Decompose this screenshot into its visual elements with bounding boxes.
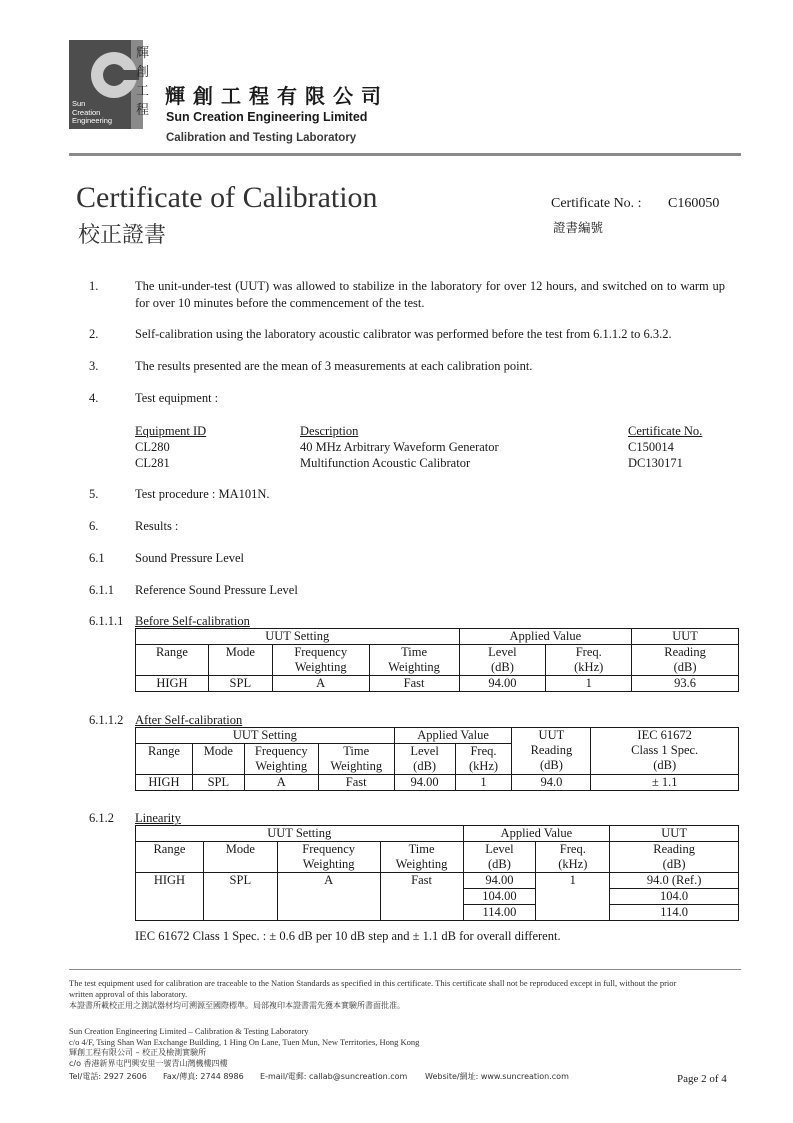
section-number: 6.1.2 (89, 811, 114, 825)
document-title: Certificate of Calibration (76, 181, 378, 214)
equipment-header-certificate: Certificate No. (628, 424, 703, 438)
header-uut-setting: UUT Setting (136, 629, 460, 645)
header-text: Range (153, 842, 186, 856)
traceability-statement: The test equipment used for calibration are traceable to the Nation Standards as specified in this certificate. This certificate shall not be reproduced except in full, without the prior (69, 978, 677, 988)
logo-text-line: Creation (72, 107, 101, 117)
header-mode (208, 645, 272, 676)
item-number: 6. (89, 519, 99, 533)
certificate-number-label-cn: 證書編號 (553, 220, 604, 235)
header-level (463, 842, 536, 873)
section-number: 6.1.1 (89, 583, 114, 597)
header-text: Reading (530, 743, 573, 757)
cell-level: 114.00 (463, 905, 536, 921)
certificate-number-label: Certificate No. : (551, 196, 642, 211)
equipment-header-id: Equipment ID (135, 424, 207, 438)
table-row (136, 873, 739, 889)
header-mode (192, 744, 244, 775)
header-time-weighting (318, 744, 394, 775)
header-text: (kHz) (468, 759, 499, 773)
table-header-row (136, 629, 739, 645)
certificate-number-value: C160050 (668, 196, 720, 211)
header-text: Mode (225, 645, 255, 659)
cell-range: HIGH (136, 775, 193, 791)
equipment-header-description: Description (300, 424, 359, 438)
header-reading (632, 645, 739, 676)
header-range (136, 645, 209, 676)
cell-range: HIGH (136, 873, 204, 921)
section-title: Linearity (135, 811, 181, 825)
cell-mode: SPL (203, 873, 277, 921)
cell-reading: 94.0 (512, 775, 591, 791)
header-text: (kHz) (574, 660, 604, 674)
linearity-spec-note: IEC 61672 Class 1 Spec. : ± 0.6 dB per 10 dB step and ± 1.1 dB for overall different. (135, 929, 561, 943)
header-text: Time (401, 645, 428, 659)
header-range (136, 744, 193, 775)
header-text: (dB) (653, 758, 677, 772)
header-text: Level (488, 645, 517, 659)
lab-address-cn: c/o 香港新界屯門興安里一號青山灣機樓四樓 (69, 1059, 228, 1068)
header-text: Weighting (388, 660, 440, 674)
footer-divider (69, 969, 741, 970)
header-time-weighting (380, 842, 463, 873)
lab-address-cn: 輝創工程有限公司 – 校正及檢測實驗所 (69, 1048, 207, 1057)
header-text: Range (147, 744, 180, 758)
header-level (459, 645, 546, 676)
cell-range: HIGH (136, 676, 209, 692)
header-text: Frequency (254, 744, 308, 758)
header-frequency-weighting (272, 645, 369, 676)
header-text: (dB) (490, 660, 514, 674)
logo-text-en (72, 100, 112, 126)
table-after-self-calibration (135, 727, 739, 791)
cell-time-weighting: Fast (318, 775, 394, 791)
table-header-row (136, 728, 739, 744)
lab-address: c/o 4/F, Tsing Shan Wan Exchange Building, 1 Hing On Lane, Tuen Mun, New Territories, Hong Kong (69, 1037, 420, 1047)
cell-time-weighting: Fast (369, 676, 459, 692)
item-number: 2. (89, 327, 99, 341)
item-number: 4. (89, 391, 99, 405)
contact-email: E-mail/電郵: callab@suncreation.com (260, 1072, 408, 1081)
header-text: Weighting (330, 759, 383, 773)
company-logo (69, 40, 131, 129)
header-text: Range (155, 645, 188, 659)
header-text: IEC 61672 (637, 728, 692, 742)
traceability-statement-cn: 本證書所載校正用之測試器材均可溯源至國際標準。局部複印本證書需先獲本實驗所書面批准。 (69, 1001, 405, 1010)
item-text: Self-calibration using the laboratory acoustic calibrator was performed before the test from 6.1.1.2 to 6.3.2. (135, 327, 672, 341)
contact-website: Website/網址: www.suncreation.com (425, 1072, 569, 1081)
header-divider (69, 153, 741, 156)
cell-time-weighting: Fast (380, 873, 463, 921)
item-text: Test procedure : MA101N. (135, 487, 270, 501)
header-frequency-weighting (277, 842, 380, 873)
page-number: Page 2 of 4 (677, 1073, 727, 1085)
header-time-weighting (369, 645, 459, 676)
section-number: 6.1 (89, 551, 105, 565)
header-reading (610, 842, 739, 873)
cell-freq: 1 (536, 873, 610, 921)
cell-reading: 114.0 (610, 905, 739, 921)
item-text: Test equipment : (135, 391, 219, 405)
header-text: Freq. (470, 744, 497, 758)
cell-level: 94.00 (394, 775, 455, 791)
table-header-row (136, 826, 739, 842)
lab-address: Sun Creation Engineering Limited – Calibration & Testing Laboratory (69, 1026, 309, 1036)
header-text: Weighting (395, 857, 448, 871)
table-before-self-calibration (135, 628, 739, 692)
header-text: Class 1 Spec. (631, 743, 699, 757)
header-text: (kHz) (558, 857, 588, 871)
section-title: Sound Pressure Level (135, 551, 245, 565)
logo-text-line: Engineering (72, 116, 113, 125)
header-mode (203, 842, 277, 873)
cell-freq: 1 (546, 676, 632, 692)
table-row (136, 676, 739, 692)
cell-reading: 93.6 (632, 676, 739, 692)
table-header-row (136, 645, 739, 676)
header-freq (546, 645, 632, 676)
header-text: Weighting (294, 660, 347, 674)
section-title: After Self-calibration (135, 713, 243, 727)
document-title-cn: 校正證書 (78, 223, 167, 248)
header-text: Weighting (302, 857, 355, 871)
cell-level: 104.00 (463, 889, 536, 905)
header-text: (dB) (673, 660, 697, 674)
header-text: Mode (225, 842, 255, 856)
equipment-description: 40 MHz Arbitrary Waveform Generator (300, 440, 499, 454)
header-uut-setting: UUT Setting (136, 728, 395, 744)
section-number: 6.1.1.1 (89, 614, 124, 628)
header-text: Frequency (294, 645, 348, 659)
header-text: UUT (538, 728, 565, 742)
header-text: Time (343, 744, 370, 758)
company-name-cn: 輝創工程有限公司 (165, 84, 389, 108)
section-title: Reference Sound Pressure Level (135, 583, 298, 597)
cell-spec: ± 1.1 (591, 775, 739, 791)
header-applied-value: Applied Value (459, 629, 632, 645)
header-freq (536, 842, 610, 873)
section-title: Before Self-calibration (135, 614, 250, 628)
cell-mode: SPL (208, 676, 272, 692)
equipment-id: CL280 (135, 440, 170, 454)
item-number: 1. (89, 279, 99, 293)
header-text: Mode (203, 744, 233, 758)
header-text: (dB) (413, 759, 437, 773)
header-uut-reading (512, 728, 591, 775)
header-freq (455, 744, 512, 775)
header-text: (dB) (487, 857, 511, 871)
cell-mode: SPL (192, 775, 244, 791)
equipment-certificate: DC130171 (628, 456, 683, 470)
table-header-row (136, 842, 739, 873)
header-text: Reading (653, 842, 695, 856)
header-text: Frequency (302, 842, 356, 856)
cell-frequency-weighting: A (277, 873, 380, 921)
header-uut: UUT (610, 826, 739, 842)
item-text: Results : (135, 519, 179, 533)
cell-freq: 1 (455, 775, 512, 791)
header-applied-value: Applied Value (463, 826, 610, 842)
equipment-certificate: C150014 (628, 440, 674, 454)
cell-level: 94.00 (459, 676, 546, 692)
header-text: Weighting (255, 759, 308, 773)
equipment-description: Multifunction Acoustic Calibrator (300, 456, 471, 470)
header-text: Level (485, 842, 514, 856)
item-number: 3. (89, 359, 99, 373)
cell-level: 94.00 (463, 873, 536, 889)
item-text: The results presented are the mean of 3 measurements at each calibration point. (135, 359, 533, 373)
header-applied-value: Applied Value (394, 728, 512, 744)
lab-subtitle: Calibration and Testing Laboratory (166, 132, 357, 144)
header-frequency-weighting (244, 744, 318, 775)
header-text: Level (410, 744, 439, 758)
cell-reading: 104.0 (610, 889, 739, 905)
logo-text-cn: 輝創工程 (136, 46, 150, 118)
contact-fax: Fax/傳真: 2744 8986 (163, 1072, 244, 1081)
logo-text-line: Sun (72, 99, 86, 108)
header-uut: UUT (632, 629, 739, 645)
header-text: (dB) (662, 857, 686, 871)
equipment-id: CL281 (135, 456, 170, 470)
header-iec-spec (591, 728, 739, 775)
company-name-en: Sun Creation Engineering Limited (166, 110, 368, 124)
header-text: Reading (664, 645, 706, 659)
cell-frequency-weighting: A (272, 676, 369, 692)
header-text: Time (408, 842, 435, 856)
contact-tel: Tel/電話: 2927 2606 (69, 1072, 147, 1081)
header-text: Freq. (559, 842, 586, 856)
traceability-statement: written approval of this laboratory. (69, 989, 188, 999)
header-uut-setting: UUT Setting (136, 826, 464, 842)
section-number: 6.1.1.2 (89, 713, 124, 727)
table-linearity (135, 825, 739, 921)
item-number: 5. (89, 487, 99, 501)
cell-reading: 94.0 (Ref.) (610, 873, 739, 889)
item-text: The unit-under-test (UUT) was allowed to stabilize in the laboratory for over 12 hours, and switched on to warm up for over 10 minutes before the commencement of the test. (135, 279, 725, 310)
table-row (136, 775, 739, 791)
header-text: (dB) (539, 758, 563, 772)
header-level (394, 744, 455, 775)
cell-frequency-weighting: A (244, 775, 318, 791)
header-text: Freq. (575, 645, 602, 659)
header-range (136, 842, 204, 873)
